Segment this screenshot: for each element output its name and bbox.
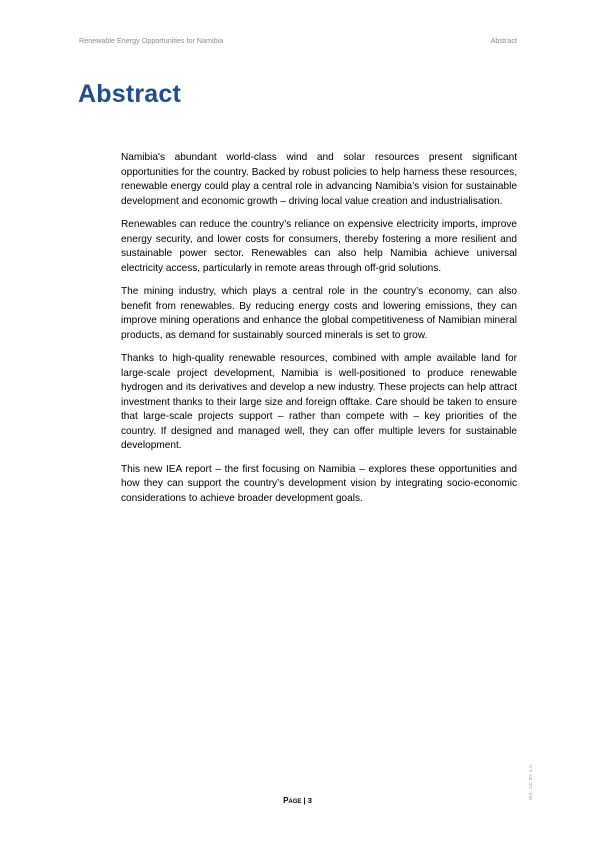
page-footer [0, 796, 595, 805]
paragraph: Renewables can reduce the country’s reliance on expensive electricity imports, improve energy security, and lower costs for consumers, thereby fostering a more resilient and sustainable power sector. Renewables can also help Namibia achieve universal electricity access, particularly in remote areas through off-grid solutions. [121, 218, 517, 274]
page-separator: | [301, 796, 308, 805]
paragraph: The mining industry, which plays a central role in the country’s economy, can also benefit from renewables. By reducing energy costs and lowering emissions, they can improve mining operations and enhance the global competitiveness of Namibian mineral products, as demand for sustainably sourced minerals is set to grow. [121, 285, 517, 341]
page-label: Page [283, 796, 302, 805]
paragraph: Thanks to high-quality renewable resources, combined with ample available land for large-scale project development, Namibia is well-positioned to produce renewable hydrogen and its derivatives and develop a new industry. These projects can help attract investment thanks to their large size and foreign offtake. Care should be taken to ensure that large-scale projects support – rather than compete with – key priorities of the country. If designed and managed well, they can offer multiple levers for sustainable development. [121, 352, 517, 452]
paragraph: This new IEA report – the first focusing on Namibia – explores these opportunities and how they can support the country’s development vision by integrating socio-economic considerations to achieve broader development goals. [121, 463, 517, 504]
page-number: 3 [307, 796, 312, 805]
license-note: IEA. CC BY 4.0. [528, 763, 533, 800]
abstract-body [121, 151, 517, 515]
header-section-name: Abstract [490, 36, 517, 45]
page-title: Abstract [78, 80, 182, 108]
paragraph: Namibia's abundant world-class wind and solar resources present significant opportunities for the country. Backed by robust policies to help harness these resources, renewable energy could play a central role in advancing Namibia’s vision for sustainable development and economic growth – driving local value creation and industrialisation. [121, 152, 517, 207]
running-header [79, 36, 517, 45]
header-report-title: Renewable Energy Opportunities for Namibia [79, 36, 224, 45]
